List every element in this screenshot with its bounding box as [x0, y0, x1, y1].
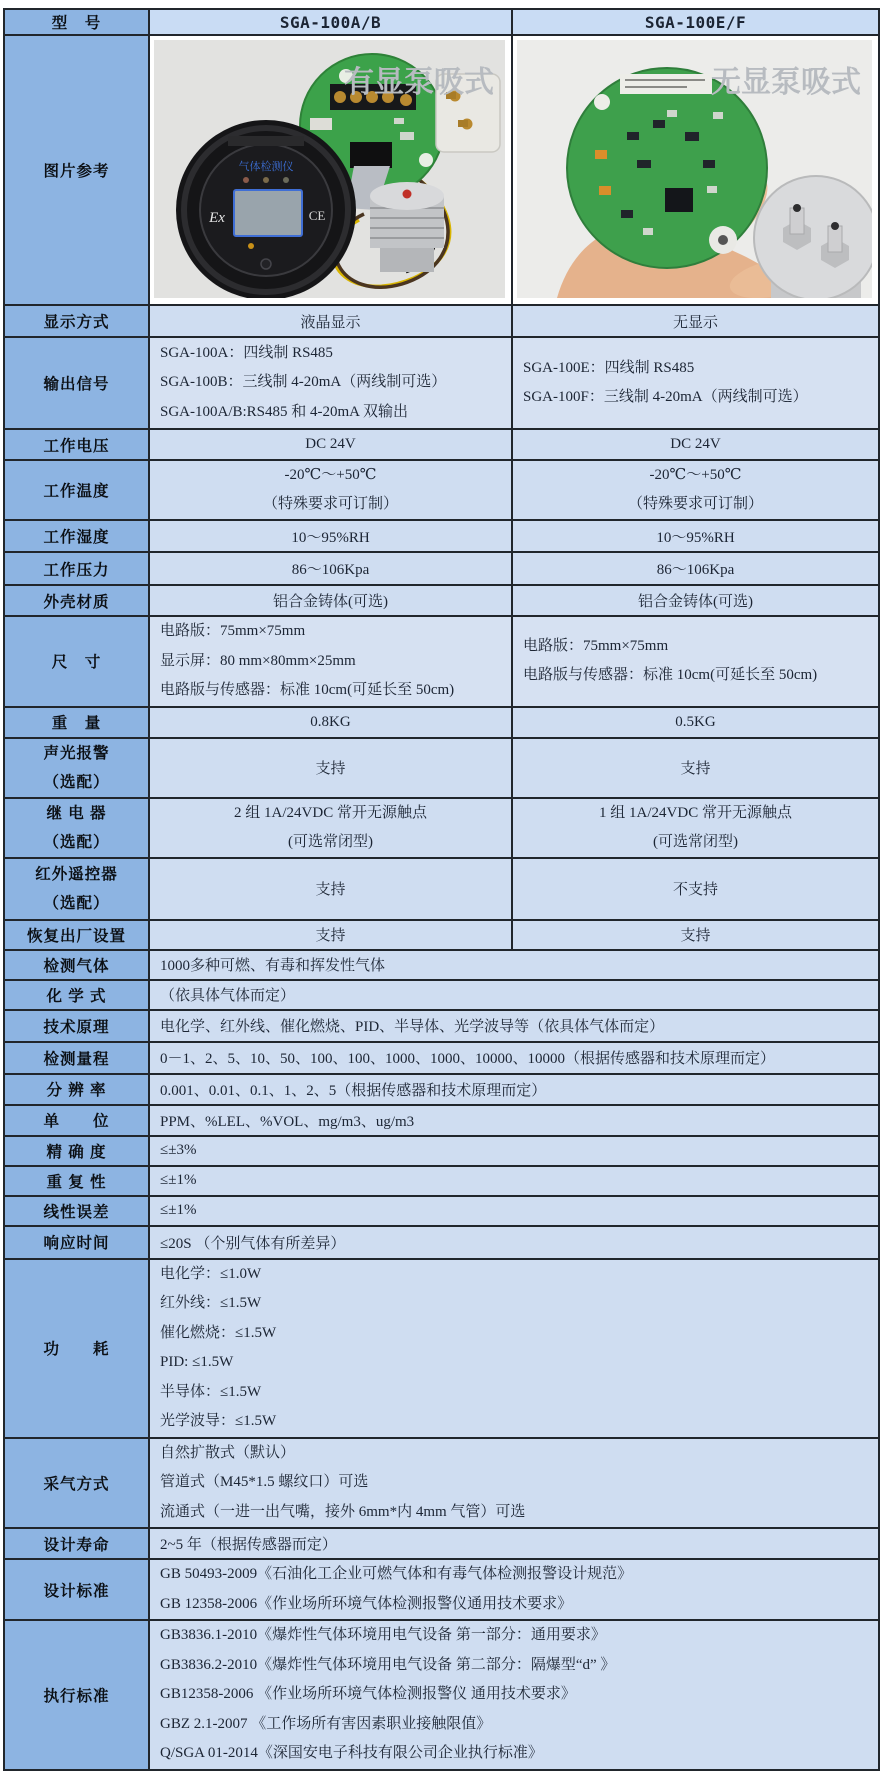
- row-label-dimensions: 尺 寸: [4, 616, 149, 707]
- cell-display-col1: 液晶显示: [149, 305, 512, 337]
- row-ir-remote: [4, 858, 879, 920]
- row-label-execution-standard: 执行标准: [4, 1620, 149, 1770]
- cell-chemical-formula: （依具体气体而定）: [149, 980, 879, 1010]
- row-execution-standard: [4, 1620, 879, 1770]
- cell-line: 电化学：≤1.0W: [160, 1265, 262, 1282]
- row-label-repeatability: 重 复 性: [4, 1166, 149, 1196]
- cell-line: -20℃～+50℃: [284, 467, 377, 483]
- cell-line: PID: ≤1.5W: [160, 1354, 234, 1370]
- row-relay: [4, 798, 879, 858]
- row-detection-range: [4, 1042, 879, 1074]
- cell-temperature-col1: [149, 460, 512, 520]
- row-label-weight: 重 量: [4, 707, 149, 738]
- cell-line: GB3836.2-2010《爆炸性气体环境用电气设备 第二部分：隔爆型“d” 》: [160, 1656, 616, 1673]
- row-accuracy: [4, 1136, 879, 1166]
- row-model: [4, 9, 879, 35]
- spec-table: [3, 8, 880, 1771]
- cell-tech-principle: 电化学、红外线、催化燃烧、PID、半导体、光学波导等（依具体气体而定）: [149, 1010, 879, 1042]
- row-design-life: [4, 1528, 879, 1559]
- cell-line: SGA-100A：四线制 RS485: [160, 344, 333, 361]
- cell-line: 1 组 1A/24VDC 常开无源触点: [599, 804, 792, 821]
- row-label-resolution: 分 辨 率: [4, 1074, 149, 1105]
- row-unit: [4, 1105, 879, 1136]
- row-label-line: （选配）: [43, 894, 110, 912]
- cell-output-col2: [512, 337, 879, 429]
- watermark-left: 有显泵吸式: [344, 66, 494, 99]
- row-label-design-standard: 设计标准: [4, 1559, 149, 1620]
- detector-brand-text: 气体检测仪: [238, 161, 294, 173]
- sensor-cylinder: [370, 182, 444, 272]
- spec-sheet-page: [0, 8, 881, 1776]
- cell-output-col1: [149, 337, 512, 429]
- row-label-line: 声光报警: [43, 744, 110, 762]
- row-label-accuracy: 精 确 度: [4, 1136, 149, 1166]
- cell-weight-col2: 0.5KG: [512, 707, 879, 738]
- cell-line: 红外线：≤1.5W: [160, 1295, 262, 1311]
- cell-repeatability: ≤±1%: [149, 1166, 879, 1196]
- cell-design-standard: [149, 1559, 879, 1620]
- row-label-unit: 单 位: [4, 1105, 149, 1136]
- row-chemical-formula: [4, 980, 879, 1010]
- row-label-pressure: 工作压力: [4, 552, 149, 585]
- cell-av-alarm-col1: 支持: [149, 738, 512, 798]
- cell-line: (可选常闭型): [653, 833, 738, 850]
- cell-av-alarm-col2: 支持: [512, 738, 879, 798]
- row-label-voltage: 工作电压: [4, 429, 149, 460]
- cell-linearity-error: ≤±1%: [149, 1196, 879, 1226]
- row-label-line: 红外遥控器: [35, 865, 118, 883]
- cell-unit: PPM、%LEL、%VOL、mg/m3、ug/m3: [149, 1105, 879, 1136]
- row-dimensions: [4, 616, 879, 707]
- cell-detected-gases: 1000多种可燃、有毒和挥发性气体: [149, 950, 879, 980]
- cell-resolution: 0.001、0.01、0.1、1、2、5（根据传感器和技术原理而定）: [149, 1074, 879, 1105]
- cell-line: （特殊要求可订制）: [627, 496, 763, 512]
- cell-line: SGA-100F：三线制 4-20mA（两线制可选）: [523, 389, 808, 405]
- sensor-cylinder: [754, 176, 872, 298]
- row-display-mode: [4, 305, 879, 337]
- cell-dimensions-col1: [149, 616, 512, 707]
- cell-humidity-col2: 10～95%RH: [512, 520, 879, 552]
- row-pressure: [4, 552, 879, 585]
- cell-line: GB12358-2006 《作业场所环境气体检测报警仪 通用技术要求》: [160, 1686, 576, 1702]
- cell-line: Q/SGA 01-2014《深国安电子科技有限公司企业执行标准》: [160, 1745, 543, 1761]
- row-label-line: 继 电 器: [46, 804, 107, 822]
- cell-display-col2: 无显示: [512, 305, 879, 337]
- row-label-output-signal: 输出信号: [4, 337, 149, 429]
- cell-line: GB3836.1-2010《爆炸性气体环境用电气设备 第一部分：通用要求》: [160, 1627, 606, 1643]
- row-photos: [4, 35, 879, 305]
- cell-line: 电路版：75mm×75mm: [523, 637, 669, 654]
- row-label-line: （选配）: [43, 773, 110, 791]
- cell-factory-reset-col1: 支持: [149, 920, 512, 950]
- cell-line: -20℃～+50℃: [649, 467, 742, 483]
- row-voltage: [4, 429, 879, 460]
- row-label-design-life: 设计寿命: [4, 1528, 149, 1559]
- model-name-sga100ef: SGA-100E/F: [512, 9, 879, 35]
- watermark-right: 无显泵吸式: [711, 66, 861, 99]
- cell-temperature-col2: [512, 460, 879, 520]
- row-label-temperature: 工作温度: [4, 460, 149, 520]
- row-label-display-mode: 显示方式: [4, 305, 149, 337]
- row-response-time: [4, 1226, 879, 1259]
- cell-voltage-col2: DC 24V: [512, 429, 879, 460]
- row-detected-gases: [4, 950, 879, 980]
- lcd-detector: [176, 120, 356, 298]
- cell-humidity-col1: 10～95%RH: [149, 520, 512, 552]
- cell-line: 电路版：75mm×75mm: [160, 623, 306, 639]
- photo-left-illustration: [154, 40, 505, 298]
- cell-execution-standard: [149, 1620, 879, 1770]
- row-label-factory-reset: 恢复出厂设置: [4, 920, 149, 950]
- row-label-humidity: 工作湿度: [4, 520, 149, 552]
- row-label-ir-remote: [4, 858, 149, 920]
- row-label-gas-sampling: 采气方式: [4, 1438, 149, 1529]
- model-row-label: 型 号: [4, 9, 149, 35]
- cell-relay-col1: [149, 798, 512, 858]
- row-design-standard: [4, 1559, 879, 1620]
- cell-accuracy: ≤±3%: [149, 1136, 879, 1166]
- cell-line: SGA-100A/B:RS485 和 4-20mA 双输出: [160, 403, 408, 420]
- cell-line: 电路版与传感器：标准 10cm(可延长至 50cm): [160, 682, 455, 698]
- cell-weight-col1: 0.8KG: [149, 707, 512, 738]
- cell-design-life: 2~5 年（根据传感器而定）: [149, 1528, 879, 1559]
- cell-line: 光学波导：≤1.5W: [160, 1413, 277, 1429]
- cell-line: GB 50493-2009《石油化工企业可燃气体和有毒气体检测报警设计规范》: [160, 1566, 633, 1582]
- row-power-consumption: [4, 1259, 879, 1438]
- row-av-alarm: [4, 738, 879, 798]
- row-label-linearity-error: 线性误差: [4, 1196, 149, 1226]
- cell-detection-range: 0－1、2、5、10、50、100、100、1000、1000、10000、10000（根据传感器和技术原理而定）: [149, 1042, 879, 1074]
- cell-gas-sampling: [149, 1438, 879, 1529]
- cell-relay-col2: [512, 798, 879, 858]
- ex-mark: Ex: [209, 210, 225, 226]
- cell-line: （特殊要求可订制）: [262, 496, 398, 512]
- row-output-signal: [4, 337, 879, 429]
- cell-response-time: ≤20S （个别气体有所差异）: [149, 1226, 879, 1259]
- product-photo-sga100ab: [149, 35, 512, 305]
- cell-line: 催化燃烧：≤1.5W: [160, 1324, 277, 1341]
- row-label-av-alarm: [4, 738, 149, 798]
- row-label-power-consumption: 功 耗: [4, 1259, 149, 1438]
- row-label-detection-range: 检测量程: [4, 1042, 149, 1074]
- cell-shell-col2: 铝合金铸体(可选): [512, 585, 879, 616]
- cell-power-consumption: [149, 1259, 879, 1438]
- cell-line: 2 组 1A/24VDC 常开无源触点: [234, 804, 427, 821]
- row-label-line: （选配）: [43, 833, 110, 851]
- row-factory-reset: [4, 920, 879, 950]
- cell-line: 显示屏：80 mm×80mm×25mm: [160, 652, 356, 669]
- row-resolution: [4, 1074, 879, 1105]
- product-photo-sga100ef: [512, 35, 879, 305]
- row-humidity: [4, 520, 879, 552]
- cell-ir-remote-col1: 支持: [149, 858, 512, 920]
- cell-line: GBZ 2.1-2007 《工作场所有害因素职业接触限值》: [160, 1715, 492, 1732]
- row-shell-material: [4, 585, 879, 616]
- row-temperature: [4, 460, 879, 520]
- row-label-shell-material: 外壳材质: [4, 585, 149, 616]
- photo-row-label: 图片参考: [4, 35, 149, 305]
- row-label-detected-gases: 检测气体: [4, 950, 149, 980]
- row-linearity-error: [4, 1196, 879, 1226]
- row-repeatability: [4, 1166, 879, 1196]
- row-tech-principle: [4, 1010, 879, 1042]
- cell-line: 管道式（M45*1.5 螺纹口）可选: [160, 1474, 369, 1490]
- row-label-relay: [4, 798, 149, 858]
- row-gas-sampling: [4, 1438, 879, 1529]
- row-label-chemical-formula: 化 学 式: [4, 980, 149, 1010]
- cell-ir-remote-col2: 不支持: [512, 858, 879, 920]
- cell-line: (可选常闭型): [288, 833, 373, 850]
- cell-line: 电路版与传感器：标准 10cm(可延长至 50cm): [523, 667, 818, 684]
- cell-factory-reset-col2: 支持: [512, 920, 879, 950]
- cell-pressure-col1: 86～106Kpa: [149, 552, 512, 585]
- row-weight: [4, 707, 879, 738]
- cell-line: 半导体：≤1.5W: [160, 1383, 262, 1400]
- cell-line: GB 12358-2006《作业场所环境气体检测报警仪通用技术要求》: [160, 1595, 573, 1612]
- cell-line: 流通式（一进一出气嘴，接外 6mm*内 4mm 气管）可选: [160, 1503, 526, 1520]
- model-name-sga100ab: SGA-100A/B: [149, 9, 512, 35]
- ce-mark: CE: [308, 208, 326, 223]
- cell-shell-col1: 铝合金铸体(可选): [149, 585, 512, 616]
- cell-line: SGA-100B：三线制 4-20mA（两线制可选）: [160, 374, 447, 391]
- row-label-response-time: 响应时间: [4, 1226, 149, 1259]
- photo-right-illustration: [517, 40, 872, 298]
- cell-line: 自然扩散式（默认）: [160, 1444, 296, 1461]
- cell-pressure-col2: 86～106Kpa: [512, 552, 879, 585]
- cell-voltage-col1: DC 24V: [149, 429, 512, 460]
- cell-dimensions-col2: [512, 616, 879, 707]
- cell-line: SGA-100E：四线制 RS485: [523, 359, 695, 376]
- row-label-tech-principle: 技术原理: [4, 1010, 149, 1042]
